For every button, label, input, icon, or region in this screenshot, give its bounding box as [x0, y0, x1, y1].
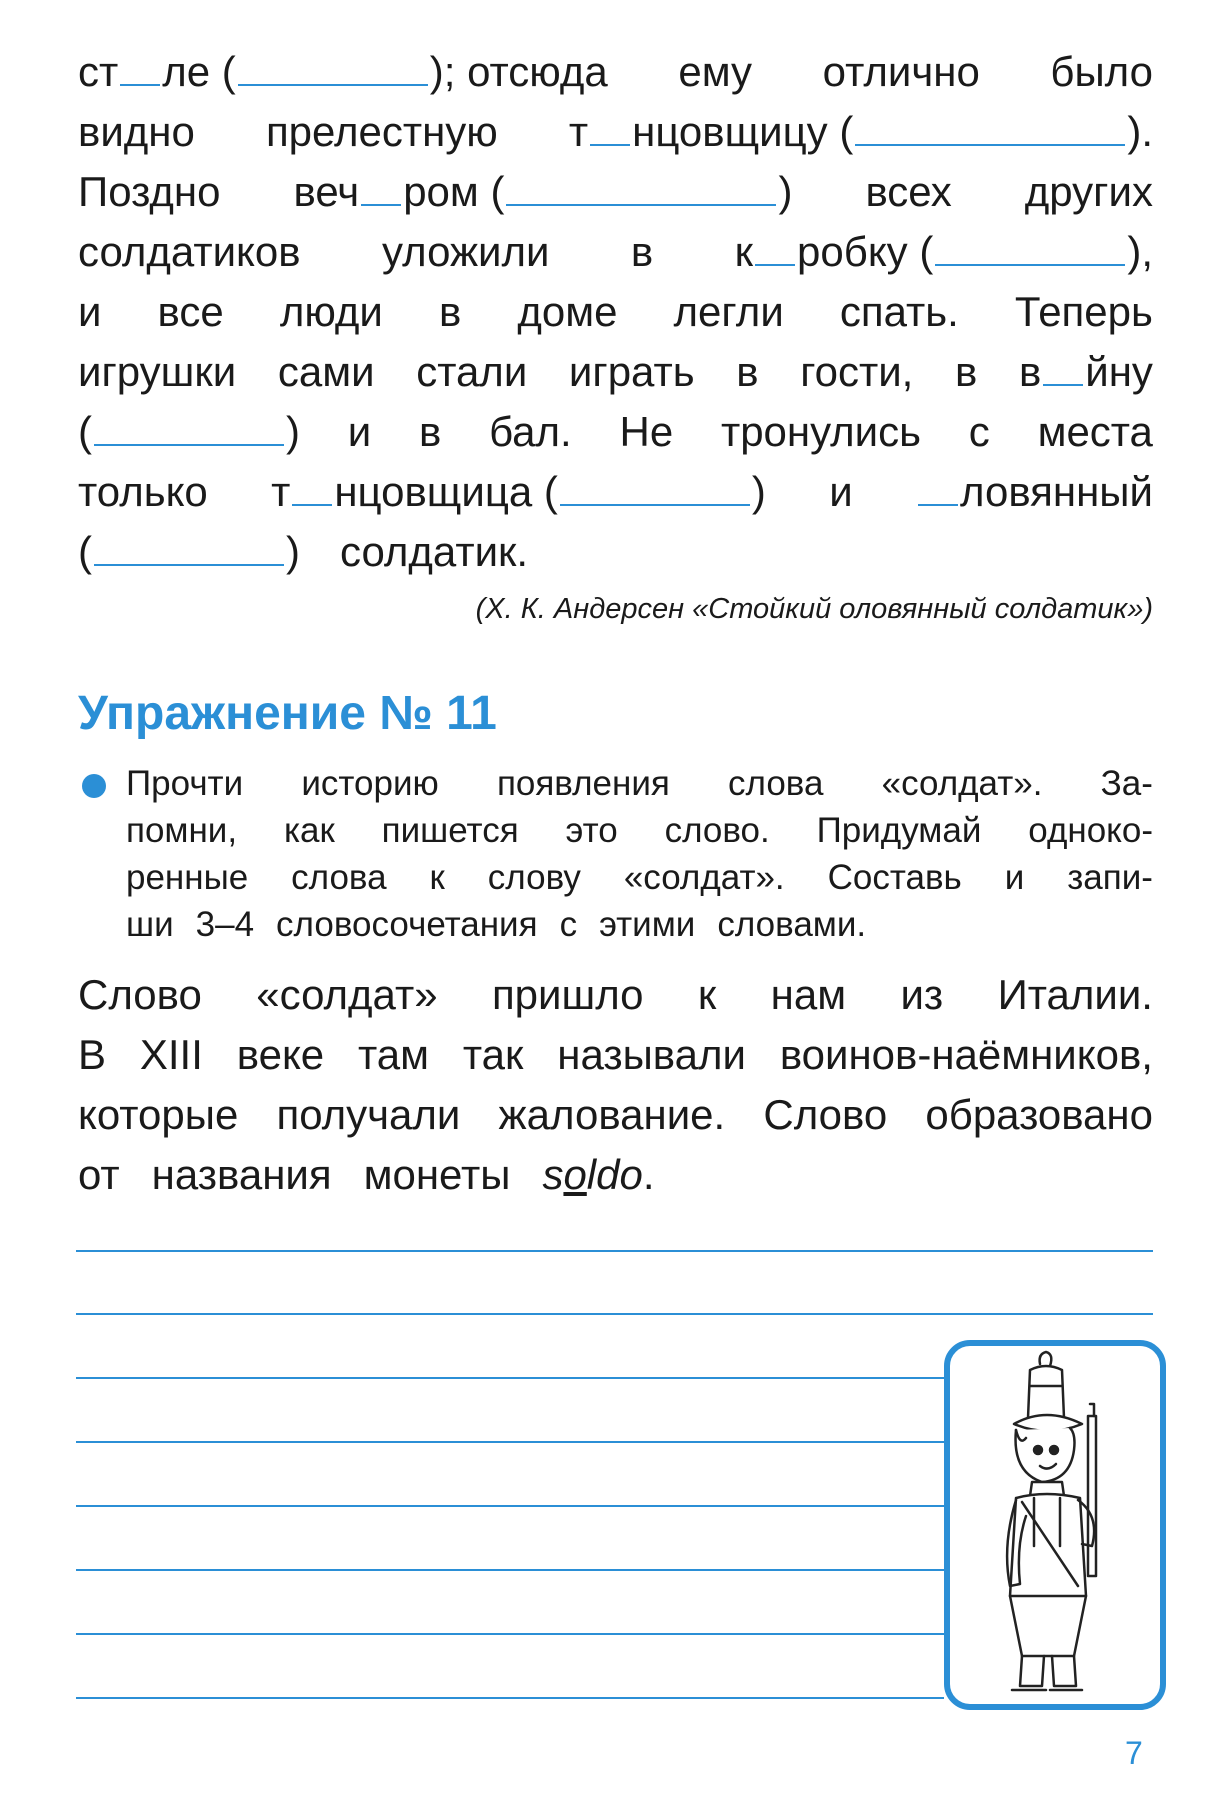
word: и	[829, 468, 853, 515]
word: веч	[293, 168, 360, 215]
word: к	[734, 228, 754, 275]
letter-blank[interactable]	[361, 164, 401, 206]
word: .	[642, 1151, 655, 1198]
word: )	[286, 528, 300, 575]
word: ром (	[403, 168, 505, 215]
word: слова	[291, 858, 387, 897]
word: играть	[568, 348, 695, 395]
word: Теперь	[1014, 288, 1153, 335]
passage-line	[78, 462, 1153, 522]
word: т	[568, 108, 589, 155]
word: ); отсюда	[429, 48, 608, 95]
word: ст	[78, 48, 119, 95]
word: все	[157, 288, 224, 335]
word: ).	[1127, 108, 1153, 155]
word: было	[1050, 48, 1153, 95]
word: слова	[728, 764, 824, 803]
word: сами	[277, 348, 375, 395]
word: запи-	[1067, 858, 1153, 897]
word: всех	[865, 168, 952, 215]
word: нцовщица (	[334, 468, 558, 515]
word: ле (	[162, 48, 236, 95]
story-line	[78, 1145, 1153, 1205]
word: Слово	[78, 971, 202, 1018]
letter-blank[interactable]	[590, 104, 630, 146]
writing-line[interactable]	[76, 1569, 944, 1571]
word: получали	[276, 1091, 461, 1138]
word: из	[900, 971, 944, 1018]
answer-blank[interactable]	[855, 104, 1125, 146]
passage-line	[78, 222, 1153, 282]
writing-line[interactable]	[76, 1313, 1153, 1315]
word: с	[968, 408, 990, 455]
word: За-	[1100, 764, 1153, 803]
passage-line	[78, 522, 1153, 582]
word: доме	[517, 288, 618, 335]
word: образовано	[925, 1091, 1153, 1138]
answer-blank[interactable]	[560, 464, 750, 506]
word: ему	[678, 48, 753, 95]
word: нам	[770, 971, 847, 1018]
word: легли	[673, 288, 784, 335]
word: и	[347, 408, 372, 455]
word: только	[78, 468, 208, 515]
word: появления	[496, 764, 670, 803]
word: «солдат».	[623, 858, 785, 897]
passage-line	[78, 402, 1153, 462]
word: люди	[279, 288, 383, 335]
word: в	[630, 228, 654, 275]
word: в	[736, 348, 759, 395]
word: робку (	[797, 228, 934, 275]
answer-blank[interactable]	[94, 524, 284, 566]
word: от	[78, 1151, 120, 1198]
word: т	[271, 468, 291, 515]
story-line	[78, 1085, 1153, 1145]
word: игрушки	[78, 348, 237, 395]
word: йну	[1085, 348, 1153, 395]
letter-blank[interactable]	[918, 464, 958, 506]
word: )	[778, 168, 793, 215]
word: ловянный	[960, 468, 1153, 515]
word: в	[438, 288, 462, 335]
word: отлично	[822, 48, 980, 95]
task-instructions	[126, 760, 1153, 948]
story-text	[78, 965, 1153, 1205]
word: историю	[301, 764, 439, 803]
word: воинов-наёмников,	[779, 1031, 1153, 1078]
answer-blank[interactable]	[506, 164, 776, 206]
word: солдатиков	[78, 228, 301, 275]
word: стали	[416, 348, 528, 395]
word: )	[751, 468, 766, 515]
word: Прочти	[126, 764, 244, 803]
task-line	[126, 807, 1153, 854]
word: которые	[78, 1091, 239, 1138]
passage-text	[78, 42, 1153, 582]
word: прелестную	[265, 108, 498, 155]
word: слову	[487, 858, 581, 897]
letter-blank[interactable]	[292, 464, 332, 506]
word: Составь	[827, 858, 962, 897]
word: к	[429, 858, 445, 897]
writing-line[interactable]	[76, 1441, 944, 1443]
writing-line[interactable]	[76, 1505, 944, 1507]
story-line	[78, 965, 1153, 1025]
word: «солдат».	[881, 764, 1043, 803]
answer-blank[interactable]	[238, 44, 428, 86]
word: называли	[557, 1031, 746, 1078]
word: и	[78, 288, 102, 335]
word: В	[78, 1031, 107, 1078]
word: как	[283, 811, 335, 850]
word: и	[1004, 858, 1025, 897]
foreign-word: soldo	[542, 1151, 643, 1198]
word: 3–4	[195, 905, 255, 944]
exercise-title: Упражнение № 11	[78, 687, 497, 740]
word: других	[1024, 168, 1153, 215]
word: места	[1037, 408, 1153, 455]
word: )	[286, 408, 300, 455]
word: монеты	[363, 1151, 511, 1198]
task-line	[126, 854, 1153, 901]
word: Придумай	[816, 811, 982, 850]
passage-line	[78, 162, 1153, 222]
word: Италии.	[997, 971, 1153, 1018]
word: уложили	[382, 228, 550, 275]
word: бал.	[489, 408, 572, 455]
word: словосочетания	[276, 905, 538, 944]
answer-blank[interactable]	[935, 224, 1125, 266]
word: жалование.	[498, 1091, 726, 1138]
word: в	[419, 408, 442, 455]
word: XIII	[139, 1031, 203, 1078]
word: этими	[599, 905, 696, 944]
word: в	[954, 348, 978, 395]
illustration-frame	[944, 1340, 1166, 1710]
word: спать.	[839, 288, 959, 335]
bullet-icon	[82, 774, 106, 798]
word: солдатик.	[340, 528, 529, 575]
writing-line[interactable]	[76, 1633, 944, 1635]
word: с	[559, 905, 578, 944]
word: в	[1018, 348, 1042, 395]
word: так	[462, 1031, 524, 1078]
page-number: 7	[1125, 1735, 1143, 1771]
task-line	[126, 760, 1153, 807]
word: однoко-	[1028, 811, 1153, 850]
letter-blank[interactable]	[1043, 344, 1083, 386]
word: пришло	[491, 971, 644, 1018]
answer-blank[interactable]	[94, 404, 284, 446]
passage-line	[78, 102, 1153, 162]
tin-soldier-icon	[950, 1346, 1160, 1704]
writing-line[interactable]	[76, 1697, 944, 1699]
word: ши	[126, 905, 174, 944]
story-line	[78, 1025, 1153, 1085]
word: Поздно	[78, 168, 221, 215]
citation: (Х. К. Андерсен «Стойкий оловянный солдатик»)	[475, 593, 1153, 625]
word: веке	[236, 1031, 325, 1078]
word: слово.	[664, 811, 770, 850]
word: (	[78, 408, 92, 455]
word: к	[697, 971, 717, 1018]
word: помни,	[126, 811, 238, 850]
task-line	[126, 901, 1153, 948]
word: названия	[151, 1151, 332, 1198]
word: (	[78, 528, 92, 575]
passage-line	[78, 282, 1153, 342]
writing-line[interactable]	[76, 1250, 1153, 1252]
word: там	[358, 1031, 430, 1078]
word: ренные	[126, 858, 249, 897]
word: Не	[619, 408, 674, 455]
word: «солдат»	[256, 971, 438, 1018]
passage-line	[78, 342, 1153, 402]
word: словами.	[717, 905, 867, 944]
word: видно	[78, 108, 195, 155]
letter-blank[interactable]	[120, 44, 160, 86]
word: ),	[1127, 228, 1153, 275]
word: Слово	[763, 1091, 888, 1138]
word: пишется	[381, 811, 519, 850]
letter-blank[interactable]	[755, 224, 795, 266]
word: нцовщицу (	[632, 108, 854, 155]
word: тронулись	[720, 408, 922, 455]
writing-line[interactable]	[76, 1377, 944, 1379]
word: гости,	[800, 348, 914, 395]
word: это	[565, 811, 618, 850]
passage-line	[78, 42, 1153, 102]
